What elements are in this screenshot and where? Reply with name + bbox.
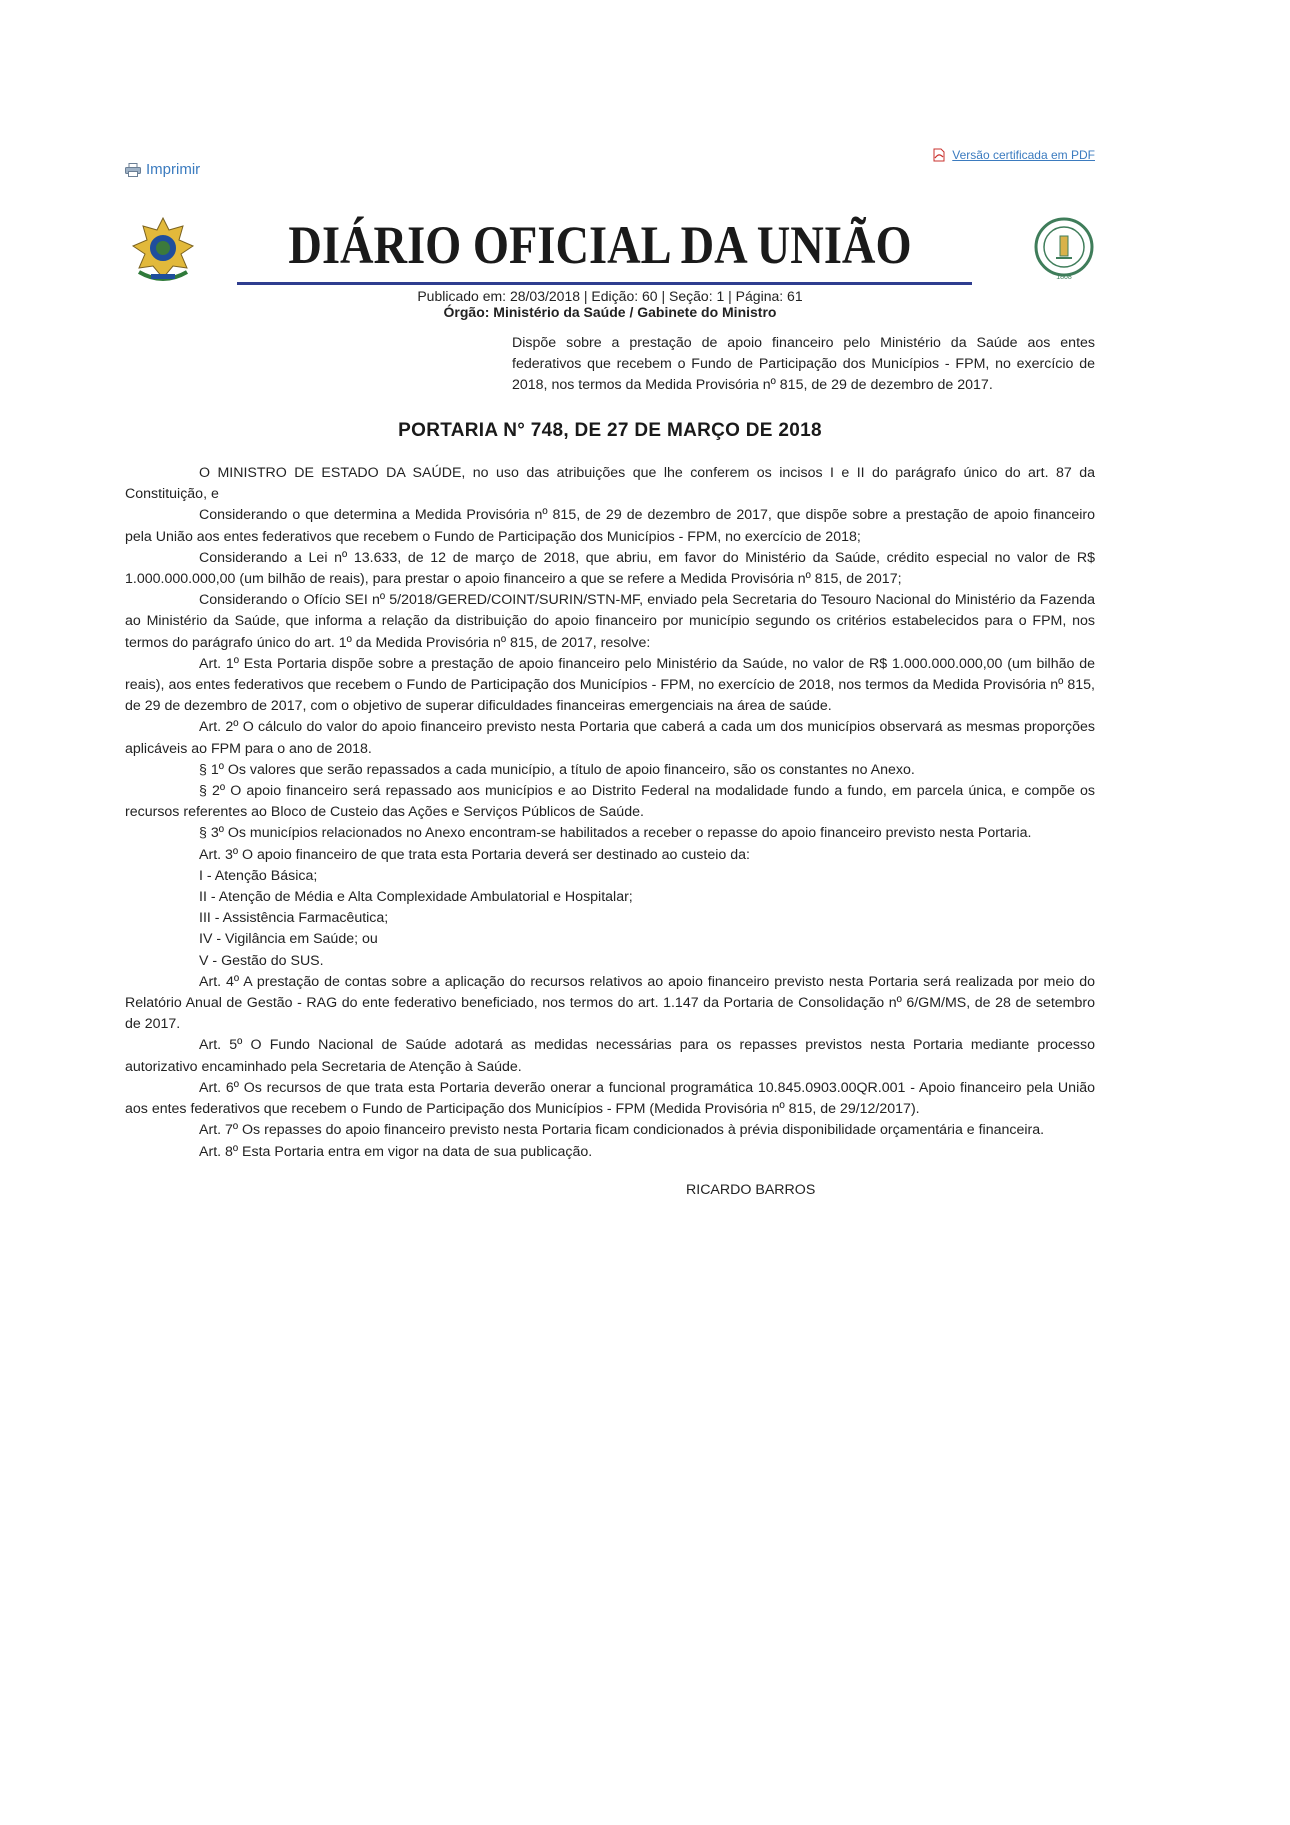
paragraph: O MINISTRO DE ESTADO DA SAÚDE, no uso das atribuições que lhe conferem os incisos I e II do parágrafo único do art. 87 da Constituição, e	[125, 465, 1095, 503]
paragraph: V - Gestão do SUS.	[199, 952, 324, 969]
paragraph: Art. 5º O Fundo Nacional de Saúde adotará as medidas necessárias para os repasses previstos nesta Portaria mediante processo autorizativo encaminhado pela Secretaria de Atenção à Saúde.	[125, 1037, 1095, 1075]
top-toolbar	[125, 148, 1095, 188]
signature-name: RICARDO BARROS	[686, 1182, 816, 1198]
paragraph: II - Atenção de Média e Alta Complexidade Ambulatorial e Hospitalar;	[199, 889, 633, 906]
paragraph: III - Assistência Farmacêutica;	[199, 910, 389, 927]
ementa: Dispõe sobre a prestação de apoio financeiro pelo Ministério da Saúde aos entes federativos que recebem o Fundo de Participação dos Municípios - FPM, no exercício de 2018, nos termos da Medida Provisória nº 815, de 29 de dezembro de 2017.	[512, 335, 1095, 393]
publication-line: Publicado em: 28/03/2018 | Edição: 60 | Seção: 1 | Página: 61	[417, 288, 803, 304]
paragraph: § 1º Os valores que serão repassados a cada município, a título de apoio financeiro, são os constantes no Anexo.	[199, 761, 915, 778]
paragraph: § 3º Os municípios relacionados no Anexo encontram-se habilitados a receber o repasse do apoio financeiro previsto nesta Portaria.	[199, 825, 1032, 842]
paragraph: Art. 8º Esta Portaria entra em vigor na data de sua publicação.	[199, 1143, 593, 1160]
print-link[interactable]	[125, 161, 200, 178]
svg-text:1808: 1808	[1056, 274, 1072, 281]
title-rule	[237, 282, 972, 285]
paragraph: Art. 1º Esta Portaria dispõe sobre a prestação de apoio financeiro pelo Ministério da Saúde, no valor de R$ 1.000.000.000,00 (um bilhão de reais), aos entes federativos que recebem o Fundo de Participação dos Municípios - FPM, no exercício de 2018, nos termos da Medida Provisória nº 815, de 29 de dezembro de 2017, com o objetivo de superar dificuldades financeiras emergenciais na área de saúde.	[125, 655, 1095, 715]
paragraph: Art. 6º Os recursos de que trata esta Portaria deverão onerar a funcional programática 10.845.0903.00QR.001 - Apoio financeiro pela União aos entes federativos que recebem o Fundo de Participação dos Municípios - FPM (Medida Provisória nº 815, de 29/12/2017).	[125, 1079, 1095, 1118]
paragraph: Art. 3º O apoio financeiro de que trata esta Portaria deverá ser destinado ao custeio da:	[199, 846, 750, 863]
paragraph: I - Atenção Básica;	[199, 867, 318, 884]
imprensa-nacional-seal-icon	[1033, 216, 1095, 282]
paragraph: Considerando o Ofício SEI nº 5/2018/GERED/COINT/SURIN/STN-MF, enviado pela Secretaria do Tesouro Nacional do Ministério da Fazenda ao Ministério da Saúde, que informa a relação da distribuição do apoio financeiro por município segundo os critérios estabelecidos para o FPM, nos termos do parágrafo único do art. 1º da Medida Provisória nº 815, de 2017, resolve:	[125, 592, 1095, 651]
paragraph: IV - Vigilância em Saúde; ou	[199, 931, 378, 948]
pdf-file-icon	[932, 148, 946, 162]
paragraph: Art. 4º A prestação de contas sobre a aplicação do recursos relativos ao apoio financeiro previsto nesta Portaria será realizada por meio do Relatório Anual de Gestão - RAG do ente federativo beneficiado, nos termos do art. 1.147 da Portaria de Consolidação nº 6/GM/MS, de 28 de setembro de 2017.	[125, 973, 1095, 1033]
masthead	[125, 210, 1095, 290]
paragraph: § 2º O apoio financeiro será repassado aos municípios e ao Distrito Federal na modalidade fundo a fundo, em parcela única, e compõe os recursos referentes ao Bloco de Custeio das Ações e Serviços Públicos de Saúde.	[125, 783, 1095, 821]
pdf-certified-link[interactable]	[932, 148, 1095, 162]
portaria-title: PORTARIA N° 748, DE 27 DE MARÇO DE 2018	[398, 420, 822, 441]
printer-icon	[125, 163, 141, 177]
paragraph: Art. 7º Os repasses do apoio financeiro previsto nesta Portaria ficam condicionados à prévia disponibilidade orçamentária e financeira.	[199, 1122, 1045, 1139]
publication-info	[125, 288, 1095, 320]
paragraph: Art. 2º O cálculo do valor do apoio financeiro previsto nesta Portaria que caberá a cada um dos municípios observará as mesmas proporções aplicáveis ao FPM para o ano de 2018.	[125, 719, 1095, 757]
paragraph: Considerando a Lei nº 13.633, de 12 de março de 2018, que abriu, em favor do Ministério da Saúde, crédito especial no valor de R$ 1.000.000.000,00 (um bilhão de reais), para prestar o apoio financeiro a que se refere a Medida Provisória nº 815, de 2017;	[125, 549, 1095, 588]
print-label: Imprimir	[146, 161, 201, 178]
pdf-label: Versão certificada em PDF	[952, 148, 1095, 162]
newspaper-title: DIÁRIO OFICIAL DA UNIÃO	[288, 215, 912, 275]
orgao-line: Órgão: Ministério da Saúde / Gabinete do Ministro	[443, 304, 777, 320]
document-body	[125, 463, 1095, 1163]
brazil-coat-of-arms-icon	[129, 216, 197, 284]
paragraph: Considerando o que determina a Medida Provisória nº 815, de 29 de dezembro de 2017, que dispõe sobre a prestação de apoio financeiro pela União aos entes federativos que recebem o Fundo de Participação dos Municípios - FPM, no exercício de 2018;	[125, 507, 1095, 545]
